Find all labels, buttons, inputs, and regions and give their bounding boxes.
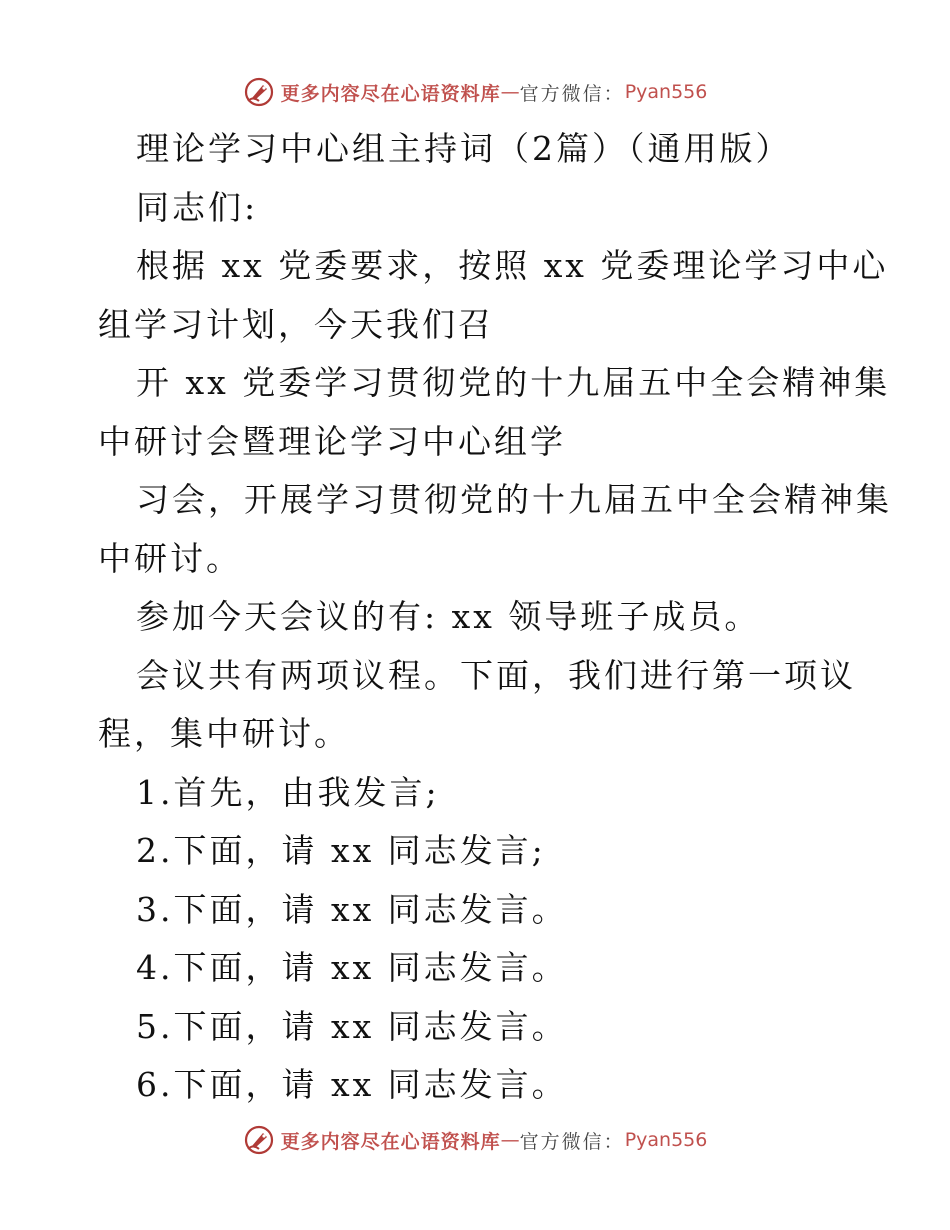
paragraph-line: 中研讨会暨理论学习中心组学 (98, 421, 566, 461)
salutation: 同志们: (136, 187, 259, 227)
banner-handle: Pyan556 (624, 1129, 708, 1151)
pen-nib-icon (243, 76, 275, 108)
banner-dash: — (500, 81, 520, 103)
banner-dash: — (500, 1129, 520, 1151)
paragraph-line: 组学习计划，今天我们召 (98, 304, 494, 344)
document-title: 理论学习中心组主持词（2篇）（通用版） (136, 129, 792, 168)
attendees-line: 参加今天会议的有: xx 领导班子成员。 (136, 597, 761, 636)
footer-watermark-banner (0, 1120, 950, 1160)
speaker-list-item: 2.下面，请 xx 同志发言; (136, 831, 546, 870)
header-watermark-banner (0, 72, 950, 112)
speaker-list-item: 6.下面，请 xx 同志发言。 (136, 1065, 568, 1104)
speaker-list-item: 1.首先，由我发言; (136, 772, 440, 812)
speaker-list-item: 3.下面，请 xx 同志发言。 (136, 889, 568, 929)
paragraph-line: 中研讨。 (98, 538, 242, 578)
banner-official-label: 官方微信： (519, 82, 625, 105)
pen-nib-icon (243, 1124, 275, 1156)
paragraph-line: 习会，开展学习贯彻党的十九届五中全会精神集 (136, 480, 892, 519)
agenda-line: 会议共有两项议程。下面，我们进行第一项议 (136, 655, 856, 695)
speaker-list-item: 4.下面，请 xx 同志发言。 (136, 948, 568, 987)
banner-promo-text: 更多内容尽在心语资料库 (280, 1130, 501, 1153)
agenda-line: 程，集中研讨。 (98, 714, 350, 753)
banner-official-label: 官方微信： (519, 1130, 625, 1153)
speaker-list-item: 5.下面，请 xx 同志发言。 (136, 1006, 568, 1046)
banner-promo-text: 更多内容尽在心语资料库 (280, 82, 501, 105)
paragraph-line: 开 xx 党委学习贯彻党的十九届五中全会精神集 (136, 363, 891, 402)
paragraph-line: 根据 xx 党委要求，按照 xx 党委理论学习中心 (136, 246, 889, 285)
banner-handle: Pyan556 (624, 81, 708, 103)
document-body (98, 120, 892, 1115)
